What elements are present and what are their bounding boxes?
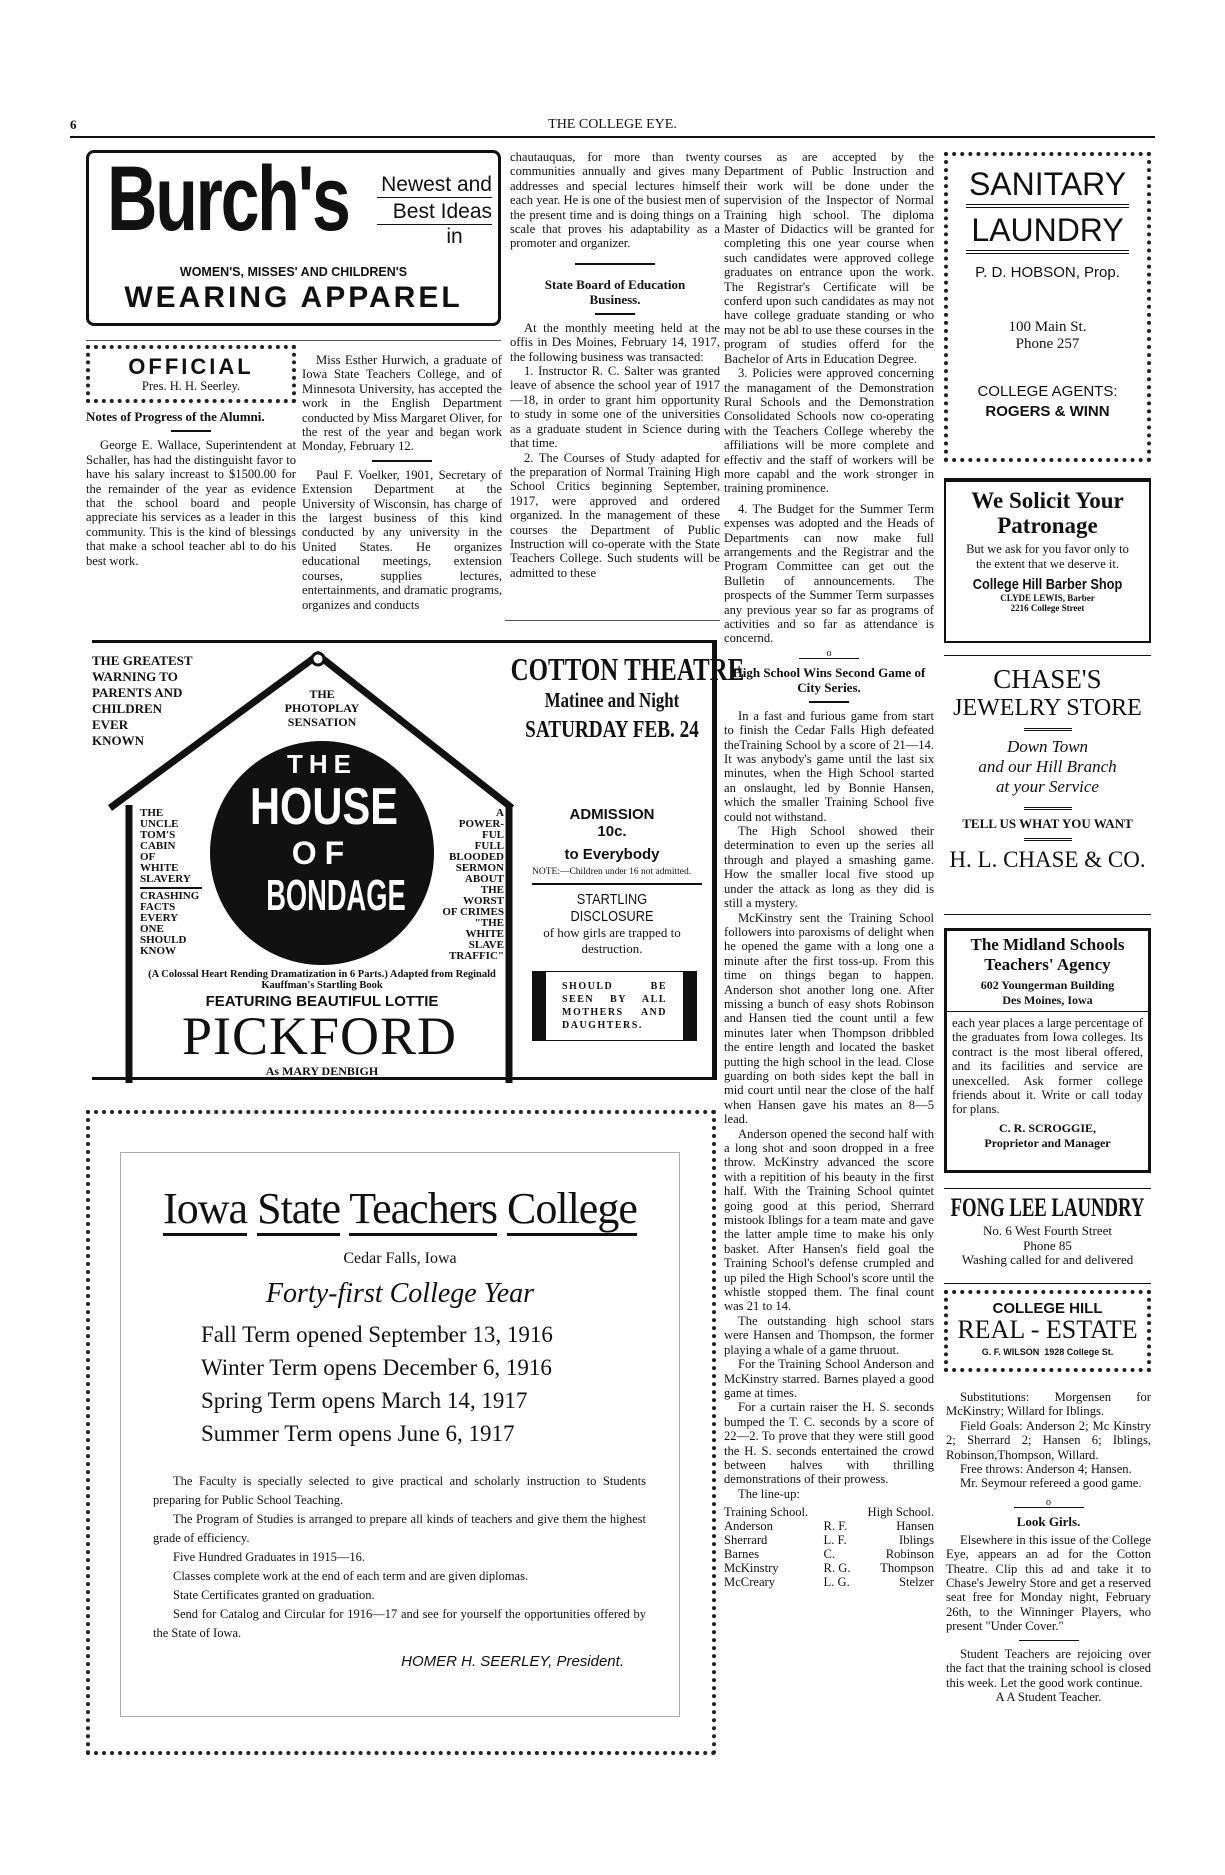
blurb-line: OF CRIMES	[442, 906, 504, 918]
midland-address-2: Des Moines, Iowa	[947, 993, 1148, 1012]
real-estate-address: 1928 College St.	[1044, 1347, 1114, 1357]
disclosure-label: DISCLOSURE	[570, 908, 654, 925]
chase-italic-2: and our Hill Branch	[978, 757, 1117, 776]
blurb-line: UNCLE	[140, 818, 179, 830]
warning-line: PARENTS AND	[92, 685, 183, 700]
lineup-cell: Anderson	[724, 1519, 773, 1534]
official-byline: Pres. H. H. Seerley.	[141, 379, 241, 393]
burch-line2: WEARING APPAREL	[124, 281, 463, 314]
age-note: NOTE:—Children under 16 not admitted.	[532, 867, 702, 885]
real-estate-ad	[944, 1290, 1151, 1372]
page-number: 6	[70, 117, 77, 132]
lineup-cell: Barnes	[724, 1547, 759, 1562]
game-para-6: For the Training School Anderson and McKinstry starred. Barnes played a good game at times.	[724, 1357, 934, 1400]
lineup-cell: Robinson	[885, 1547, 934, 1562]
blurb-line: EVERY	[140, 912, 179, 924]
official-title: OFFICIAL	[128, 354, 254, 379]
real-estate-title-1: COLLEGE HILL	[992, 1300, 1103, 1317]
burch-ad	[86, 150, 501, 326]
midland-proprietor-title: Proprietor and Manager	[984, 1135, 1111, 1150]
masthead: THE COLLEGE EYE.	[548, 117, 677, 132]
sanitary-address: 100 Main St.	[1008, 319, 1087, 335]
college-para: The Program of Studies is arranged to prepare all kinds of teachers and give them the highest grade of efficiency.	[153, 1512, 646, 1545]
startling-label: STARTLING	[576, 891, 648, 908]
burch-tagline-3: in	[446, 225, 463, 248]
barber-address: 2216 College Street	[1010, 603, 1085, 613]
lineup-cell: Thompson	[880, 1561, 934, 1576]
lineup-cell: C.	[823, 1547, 836, 1562]
blurb-line: SERMON	[455, 862, 504, 874]
real-estate-title-2: REAL - ESTATE	[957, 1315, 1138, 1344]
admission-label: ADMISSION	[569, 806, 655, 823]
real-estate-agent: G. F. WILSON	[981, 1347, 1040, 1357]
blurb-line: FACTS	[140, 901, 176, 913]
lineup-cell: Stelzer	[899, 1575, 934, 1590]
barber-body: But we ask for you favor only to the extent that we deserve it.	[966, 542, 1129, 571]
column-5-text	[946, 1390, 1151, 1704]
chase-ad	[944, 655, 1151, 915]
lineup-row	[724, 1519, 934, 1533]
blurb-line: ABOUT	[464, 873, 504, 885]
sanitary-title-1: SANITARY	[966, 164, 1129, 208]
state-board-item-1: 1. Instructor R. C. Salter was granted leave of absence the school year of 1917—18, in order to grant him opportunity to study in some one of the universities as a graduate student in Science during that time.	[510, 364, 720, 451]
lineup-cell: R. F.	[823, 1519, 848, 1534]
lineup-header-row	[724, 1505, 934, 1519]
blurb-line: FUL	[482, 829, 504, 841]
lineup-label: The line-up:	[738, 1486, 800, 1501]
midland-address-1: 602 Youngerman Building	[980, 978, 1115, 992]
blurb-line: FULL	[474, 840, 504, 852]
term-item: Fall Term opened September 13, 1916	[201, 1322, 553, 1347]
theatre-name: COTTON THEATRE	[510, 651, 745, 687]
game-para-5: The outstanding high school stars were Hansen and Thompson, the former playing a whale of a game thruout.	[724, 1313, 934, 1357]
barber-name: CLYDE LEWIS, Barber	[1000, 593, 1095, 603]
college-name-word: Teachers	[349, 1184, 497, 1236]
referee-note: Mr. Seymour refereed a good game.	[960, 1476, 1142, 1491]
should-be-seen-box: SHOULD BE SEEN BY ALL MOTHERS AND DAUGHTERS.	[532, 971, 697, 1041]
blurb-line: POWER-	[458, 818, 504, 830]
lineup-cell: McKinstry	[724, 1561, 779, 1576]
state-board-item-3: 3. Policies were approved concerning the managament of the Demonstration Rural Schools and the Demonstration Consolidated Schools now co-operating with the Teachers College whereby the affiliations will be more complete and effectiv and the staff of workers will be more capabl and the work stronger in training prominence.	[724, 366, 934, 496]
film-title-bondage: BONDAGE	[266, 871, 406, 920]
look-girls-body: Elsewhere in this issue of the College Eye, appears an ad for the Cotton Theatre. Clip this ad and take it to Chase's Jewelry Store and get a reserved seat free for Monday night, February 26th, to the Winninger Players, who present "Under Cover."	[946, 1532, 1151, 1634]
free-throws: Free throws: Anderson 4; Hansen.	[960, 1462, 1132, 1477]
film-title-the: THE	[287, 749, 357, 779]
theatre-date: SATURDAY FEB. 24	[525, 717, 699, 743]
lineup-cell: Sherrard	[724, 1533, 768, 1548]
warning-text	[92, 653, 193, 749]
lineup-row	[724, 1547, 934, 1561]
midland-body: each year places a large percentage of the graduates from Iowa colleges. Its contract is the most liberal offered, and its facilities and service are unexcelled. Ask former college friends about it. Write or call today for plans.	[952, 1016, 1143, 1117]
sanitary-laundry-ad	[944, 152, 1151, 462]
college-ad	[86, 1110, 716, 1755]
state-board-item-2: 2. The Courses of Study adapted for the preparation of Normal Training High School Critics beginning September, 1917, were approved and ordered organized. In the management of these courses the Department of Public Instruction will co-operate with the State Teachers College. Such students will be admitted to these	[510, 450, 720, 580]
chase-italic-3: at your Service	[996, 777, 1099, 796]
student-teacher-signature: A A Student Teacher.	[995, 1689, 1102, 1704]
film-title-house: HOUSE	[250, 778, 398, 836]
barber-title-2: Patronage	[997, 513, 1098, 538]
blurb-line: TOM'S	[140, 829, 176, 841]
warning-line: THE GREATEST	[92, 653, 193, 668]
photoplay-text	[272, 687, 372, 729]
chase-tagline: TELL US WHAT YOU WANT	[962, 816, 1133, 831]
star-name: PICKFORD	[181, 1006, 458, 1066]
blurb-line: SLAVERY	[140, 874, 202, 889]
fong-lee-phone: Phone 85	[1023, 1238, 1072, 1253]
sanitary-proprietor: P. D. HOBSON, Prop.	[975, 264, 1120, 281]
cotton-theatre-ad	[92, 640, 745, 1080]
alumni-column	[302, 353, 502, 612]
lineup-header: High School.	[867, 1505, 934, 1520]
burch-line1: WOMEN'S, MISSES' AND CHILDREN'S	[179, 265, 408, 279]
lineup-cell: Iblings	[899, 1533, 934, 1548]
blurb-line: CRASHING	[140, 890, 200, 902]
chase-company: H. L. CHASE & CO.	[949, 847, 1146, 872]
lineup-header: Training School.	[724, 1505, 809, 1520]
article-hurwich: Miss Esther Hurwich, a graduate of Iowa State Teachers College, and of Minnesota University, has accepted the work in the English Department conducted by Miss Margaret Oliver, for the rest of the year and began work Monday, February 12.	[302, 353, 503, 454]
game-para-1: In a fast and furious game from start to finish the Cedar Falls High defeated theTraining School by a score of 21—14. It was anybody's game until the last six minutes, when the High School started an onslaught, led by Bonnie Hansen, which the smaller Training School five could not withstand.	[724, 708, 934, 824]
divider: o	[1014, 1499, 1084, 1508]
lineup-row	[724, 1533, 934, 1547]
college-para: The Faculty is specially selected to give practical and scholarly instruction to Students preparing for Public School Teaching.	[153, 1474, 646, 1507]
college-para: Classes complete work at the end of each term and are given diplomas.	[173, 1569, 529, 1583]
college-name	[121, 1183, 679, 1234]
midland-proprietor: C. R. SCROGGIE,	[998, 1120, 1096, 1135]
right-blurb	[432, 808, 504, 962]
admission-everybody: to Everybody	[564, 846, 660, 863]
college-name-word: State	[257, 1184, 340, 1236]
warning-line: CHILDREN	[92, 701, 163, 716]
game-para-4: Anderson opened the second half with a long shot and soon dropped in a free throw. McKinstry advanced the score with a repitition of his beauty in the first half. With the Training School quintet going good at this period, Sherrard mistook Iblings for a team mate and gave the latter ample time to make his only basket. After Hansen's field goal the Training School's defense crumpled and up piled the High School's score until the whistle stopped them. The final count was 21 to 14.	[724, 1126, 934, 1314]
burch-tagline-2: Best Ideas	[377, 200, 492, 225]
blurb-line: ONE	[140, 923, 164, 935]
blurb-line: WHITE	[140, 862, 179, 874]
college-para: State Certificates granted on graduation.	[173, 1588, 375, 1602]
term-item: Spring Term opens March 14, 1917	[201, 1388, 528, 1413]
sanitary-title-2: LAUNDRY	[966, 210, 1129, 254]
blurb-line: WHITE	[465, 928, 504, 940]
game-para-2: The High School showed their determination to even up the series all through and played a smashing game. How the smaller local five stood up under the attack as long as they did is still a mystery.	[724, 824, 934, 911]
featuring-line: FEATURING BEAUTIFUL LOTTIE	[205, 993, 439, 1010]
lineup-cell: L. G.	[823, 1575, 850, 1590]
term-item: Summer Term opens June 6, 1917	[201, 1421, 515, 1446]
game-para-7: For a curtain raiser the H. S. seconds bumped the T. C. seconds by a score of 22—2. To prove that they were still good the H. S. seconds entertained the crowd between halves with thrilling demonstrations of their prowess.	[724, 1400, 934, 1487]
star-role: As MARY DENBIGH	[265, 1064, 379, 1078]
game-heading: High School Wins Second Game of City Series.	[732, 664, 926, 695]
burch-tagline-1: Newest and	[377, 173, 492, 198]
state-board-intro: At the monthly meeting held at the offis in Des Moines, February 14, 1917, the following business was transacted:	[510, 320, 720, 364]
lineup-table	[724, 1505, 934, 1589]
term-list	[201, 1318, 679, 1450]
midland-title-2: Teachers' Agency	[984, 955, 1111, 974]
fong-lee-title: FONG LEE LAUNDRY	[950, 1193, 1145, 1222]
barber-title-1: We Solicit Your	[971, 488, 1124, 513]
burch-name: Burch's	[107, 148, 349, 250]
sanitary-agents-label: COLLEGE AGENTS:	[977, 383, 1118, 400]
fong-lee-ad	[944, 1188, 1151, 1284]
college-name-word: Iowa	[163, 1184, 247, 1236]
college-para: Five Hundred Graduates in 1915—16.	[173, 1550, 365, 1564]
film-title	[232, 749, 412, 921]
college-para: Send for Catalog and Circular for 1916—17 and see for yourself the opportunities offered by the State of Iowa.	[153, 1607, 646, 1640]
lineup-cell: Hansen	[896, 1519, 934, 1534]
left-blurb	[140, 808, 202, 957]
blurb-line: OF	[140, 851, 156, 863]
midland-ad	[944, 928, 1151, 1173]
theatre-right	[510, 643, 745, 1077]
blurb-line: A	[496, 807, 504, 819]
warning-line: WARNING TO	[92, 669, 178, 684]
warning-line: KNOWN	[92, 733, 144, 748]
sanitary-agents: ROGERS & WINN	[985, 403, 1110, 420]
state-board-cont: courses as are accepted by the Department of Public Instruction and their work will be done under the supervision of the Inspector of Normal Training high school. The diploma Master of Didactics will be granted for completing this one year course when such candidates were approved college graduates on entrance upon the work. The Registrar's Certificate will be conferd upon such candidates as may not have college graduate standing or who may not be abl to use these courses in the program of studies offerd for the Bachelor of Arts in Education Degree.	[724, 150, 934, 366]
term-item: Winter Term opens December 6, 1916	[201, 1355, 552, 1380]
state-board-item-4: 4. The Budget for the Summer Term expenses was adopted and the Heads of Departments can now make full arrangements and the Registrar and the Program Committee can get out the Bulletin of announcements. The prospects of the Summer Term surpasses any previous year so far as programs of activities and so far as attendance is concernd.	[724, 501, 934, 646]
substitutions: Substitutions: Morgensen for McKinstry; Willard for Iblings.	[946, 1390, 1151, 1419]
lineup-row	[724, 1575, 934, 1589]
midland-title-1: The Midland Schools	[970, 935, 1125, 954]
college-signature: HOMER H. SEERLEY, President.	[401, 1653, 624, 1670]
disclosure-text: of how girls are trapped to destruction.	[543, 925, 681, 956]
blurb-line: SLAVE	[468, 939, 504, 951]
college-name-word: College	[507, 1184, 637, 1236]
article-wallace: George E. Wallace, Superintendent at Schaller, has had the distinguisht favor to have his salary increast to $1500.00 for the remainder of the year as evidence that the school board and people appreciate his services as a leader in this community. This is the kind of blessings that make a school teacher abl to do his best work.	[86, 438, 296, 568]
fong-lee-note: Washing called for and delivered	[961, 1252, 1134, 1267]
look-girls-heading: Look Girls.	[1016, 1513, 1081, 1529]
college-location: Cedar Falls, Iowa	[343, 1250, 457, 1267]
admission-price: 10c.	[597, 823, 627, 840]
chase-italic-1: Down Town	[1006, 737, 1089, 756]
notes-heading: Notes of Progress of the Alumni.	[86, 409, 265, 425]
colossal-note: (A Colossal Heart Rending Dramatization in 6 Parts.) Adapted from Reginald Kauffman's Startling Book	[148, 969, 496, 991]
barber-shop-name: College Hill Barber Shop	[972, 576, 1123, 593]
warning-line: EVER	[92, 717, 129, 732]
blurb-line: WORST	[463, 895, 504, 907]
blurb-line: KNOW	[140, 945, 177, 957]
field-goals: Field Goals: Anderson 2; Mc Kinstry 2; Sherrard 2; Hansen 6; Iblings, Robinson,Thompson, Willard.	[946, 1418, 1151, 1462]
article-voelker: Paul F. Voelker, 1901, Secretary of Extension Department at the University of Wisconsin, has charge of the largest business of this kind conducted by any university in the United States. He organizes educational meetings, extension courses, supplies lectures, entertainments, and dramatic programs, organizes and conducts	[302, 467, 502, 612]
blurb-line: THE	[140, 807, 164, 819]
column-4	[724, 150, 934, 1589]
blurb-line: SHOULD	[140, 934, 187, 946]
lineup-row	[724, 1561, 934, 1575]
sanitary-phone: Phone 257	[1015, 336, 1080, 352]
photoplay-line: PHOTOPLAY	[284, 701, 360, 715]
official-column	[86, 345, 296, 568]
game-para-3: McKinstry sent the Training School followers into paroxisms of delight when he opened the game with a long one a minute after the first toss-up. From this time on things began to happen. Anderson shot another long one. After missing a bunch of easy shots Robinson and Hansen tied the count until a few minutes later when Thompson dribbled the entire length and located the basket putting the high school in the lead. Close guarding on both sides kept the ball in mid court until near the close of the half when Hansen gave his mates an 8—5 lead.	[724, 910, 934, 1127]
film-title-of: OF	[291, 835, 353, 871]
header-rule	[70, 136, 1155, 138]
college-year: Forty-first College Year	[265, 1278, 535, 1309]
official-box	[86, 345, 296, 403]
fong-lee-address: No. 6 West Fourth Street	[982, 1223, 1113, 1238]
photoplay-line: THE	[309, 687, 335, 701]
college-paragraphs	[153, 1472, 646, 1643]
blurb-line: TRAFFIC"	[449, 950, 504, 962]
lineup-cell: L. F.	[823, 1533, 847, 1548]
lineup-cell: McCreary	[724, 1575, 776, 1590]
blurb-line: BLOODED	[448, 851, 504, 863]
divider: o	[799, 650, 859, 659]
chase-title-2: JEWELRY STORE	[953, 695, 1142, 721]
blurb-line: THE	[480, 884, 504, 896]
chase-title-1: CHASE'S	[993, 664, 1102, 694]
barber-ad	[944, 478, 1151, 643]
state-board-heading: State Board of Education Business.	[544, 276, 686, 307]
column-3	[510, 150, 720, 580]
article-voelker-cont: chautauquas, for more than twenty communities annually and gives many addresses and special lectures himself each year. He is one of the busiest men of the present time and is doing things on a scale that proves his adaptability as a promoter and organizer.	[510, 150, 720, 251]
student-teachers-note: Student Teachers are rejoicing over the fact that the training school is closed this week. Let the good work continue.	[946, 1646, 1151, 1690]
blurb-line: CABIN	[140, 840, 176, 852]
lineup-cell: R. G.	[823, 1561, 851, 1576]
blurb-line: "THE	[474, 917, 504, 929]
theatre-times: Matinee and Night	[544, 688, 680, 712]
photoplay-line: SENSATION	[287, 715, 357, 729]
